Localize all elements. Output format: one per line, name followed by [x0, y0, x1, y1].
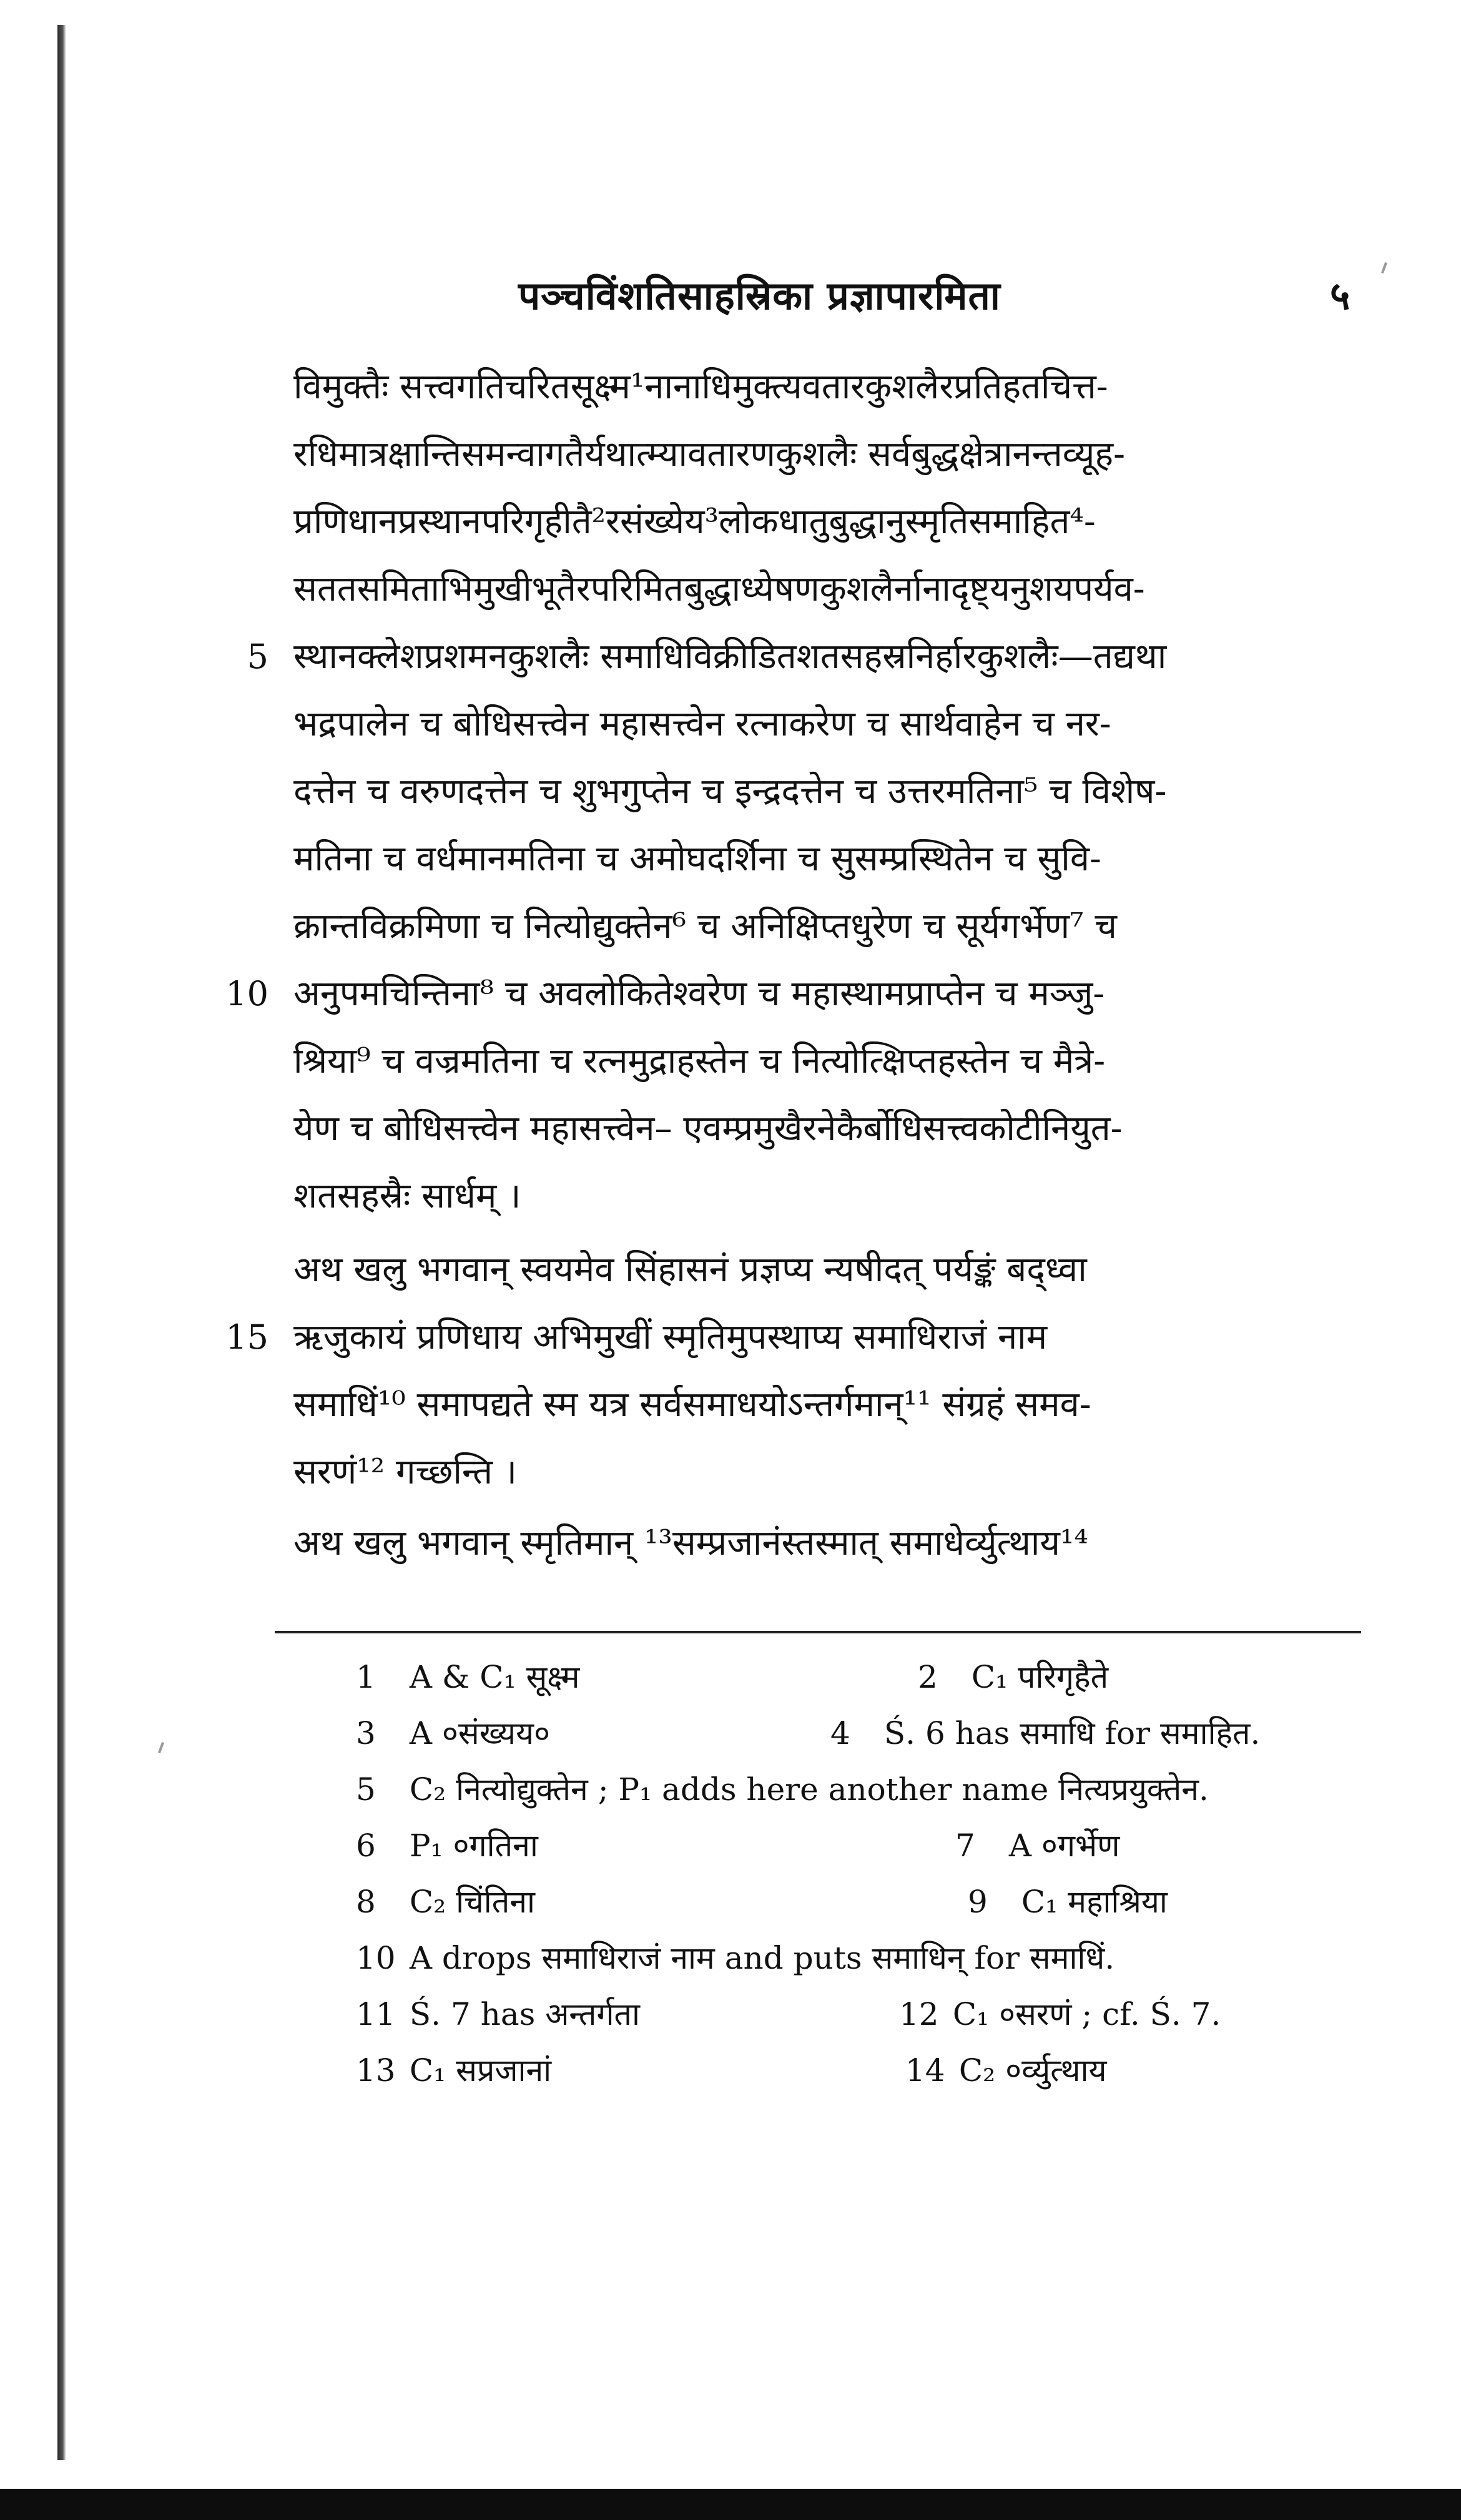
line-number: 15 [225, 1317, 268, 1357]
footnote-text: A & C₁ सूक्ष्म [409, 1659, 580, 1695]
footnote-text: C₁ महाश्रिया [1021, 1884, 1168, 1920]
line-number [212, 1435, 268, 1510]
footnote-text: C₁ परिगृहैते [971, 1659, 1109, 1695]
footnote-text: C₁ सप्रजानां [409, 2052, 552, 2089]
line-number [212, 1367, 268, 1442]
text-line: श्रिया⁹ च वज्रमतिना च रत्नमुद्राहस्तेन च नित्योत्क्षिप्तहस्तेन च मैत्रे- [293, 1041, 1106, 1081]
text-line: अनुपमचिन्तिना⁸ च अवलोकितेश्वरेण च महास्थामप्राप्तेन च मञ्जु- [293, 973, 1105, 1014]
text-line: क्रान्तविक्रमिणा च नित्योद्युक्तेन⁶ च अनिक्षिप्तधुरेण च सूर्यगर्भेण⁷ च [293, 906, 1117, 947]
footnote [830, 1705, 1260, 1762]
text-line: सततसमिताभिमुखीभूतैरपरिमितबुद्धाध्येषणकुशलैर्नानादृष्ट्यनुशयपर्यव- [293, 569, 1145, 609]
text-line: रधिमात्रक्षान्तिसमन्वागतैर्यथात्म्यावतारणकुशलैः सर्वबुद्धक्षेत्रानन्तव्यूह- [293, 434, 1126, 475]
text-line: येण च बोधिसत्त्वेन महासत्त्वेन– एवम्प्रमुखैरनेकैर्बोधिसत्त्वकोटीनियुत- [293, 1108, 1123, 1149]
line-number [212, 889, 268, 964]
footnote-number: 14 [905, 2052, 945, 2089]
line-number [212, 1024, 268, 1099]
line-number: 5 [247, 637, 268, 676]
line-number [212, 1091, 268, 1166]
footnote-text: C₂ नित्योद्युक्तेन ; P₁ adds here another name नित्यप्रयुक्तेन. [409, 1771, 1209, 1808]
footnote [356, 1986, 640, 2043]
footnote-divider [275, 1631, 1361, 1633]
footnote [356, 2042, 551, 2099]
text-line: शतसहस्रैः सार्धम् । [293, 1176, 521, 1216]
footnote-number: 10 [356, 1940, 396, 1976]
footnote-text: Ś. 7 has अन्तर्गता [409, 1996, 640, 2032]
text-line: मतिना च वर्धमानमतिना च अमोघदर्शिना च सुसम्प्रस्थितेन च सुवि- [293, 839, 1101, 879]
footnote-text: Ś. 6 has समाधि for समाहित. [883, 1715, 1261, 1751]
footnote [955, 1817, 1119, 1874]
text-line: सरणं¹² गच्छन्ति । [293, 1452, 518, 1492]
footnote-text: C₁ ०सरणं ; cf. Ś. 7. [952, 1996, 1221, 2032]
line-number [212, 552, 268, 627]
text-line: विमुक्तैः सत्त्वगतिचरितसूक्ष्म¹नानाधिमुक्त्यवतारकुशलैरप्रतिहतचित्त- [293, 367, 1108, 407]
text-line: प्रणिधानप्रस्थानपरिगृहीतै²रसंख्येय³लोकधातुबुद्धानुस्मृतिसमाहित⁴- [293, 501, 1096, 542]
footnote-number: 7 [955, 1828, 975, 1864]
footnote-text: P₁ ०गतिना [409, 1828, 538, 1864]
text-line: भद्रपालेन च बोधिसत्त्वेन महासत्त्वेन रत्नाकरेण च सार्थवाहेन च नर- [293, 704, 1111, 744]
scan-bottom-edge [0, 2489, 1461, 2520]
line-number [212, 1506, 268, 1581]
line-number [212, 1159, 268, 1234]
page-number: ५ [1330, 273, 1350, 318]
footnote-text: A ०गर्भेण [1008, 1828, 1120, 1864]
line-number [212, 1233, 268, 1307]
footnote-number: 13 [356, 2052, 396, 2089]
line-number [212, 417, 268, 492]
line-number [212, 822, 268, 897]
footnote-number: 2 [918, 1659, 938, 1695]
footnote-text: C₂ ०र्व्युत्थाय [958, 2052, 1107, 2089]
line-number [212, 687, 268, 762]
running-title: पञ्चविंशतिसाहस्रिका प्रज्ञापारमिता [518, 273, 1001, 318]
footnote [356, 1873, 535, 1931]
footnote [356, 1705, 550, 1762]
line-number [212, 350, 268, 425]
line-number [212, 754, 268, 829]
footnote [905, 2042, 1107, 2099]
line-number [212, 485, 268, 559]
text-line: दत्तेन च वरुणदत्तेन च शुभगुप्तेन च इन्द्रदत्तेन च उत्तरमतिना⁵ च विशेष- [293, 771, 1167, 812]
scan-speck [158, 1742, 164, 1753]
footnote [356, 1929, 1114, 1987]
text-line: समाधिं¹⁰ समापद्यते स्म यत्र सर्वसमाधयोऽन्तर्गमान्¹¹ संग्रहं समव- [293, 1384, 1091, 1425]
footnote [918, 1648, 1108, 1706]
footnote [968, 1873, 1168, 1931]
text-line: अथ खलु भगवान् स्मृतिमान् ¹³सम्प्रजानंस्तस्मात् समाधेर्व्युत्थाय¹⁴ [293, 1523, 1088, 1563]
footnote-number: 3 [356, 1715, 376, 1751]
footnote-text: A ०संख्यय० [409, 1715, 550, 1751]
footnote-number: 12 [899, 1996, 939, 2032]
page-gutter-shadow [57, 25, 66, 2460]
footnote-number: 11 [356, 1996, 396, 2032]
line-number: 10 [225, 974, 268, 1013]
footnote-number: 5 [356, 1771, 376, 1808]
footnote-number: 8 [356, 1884, 376, 1920]
text-line: अथ खलु भगवान् स्वयमेव सिंहासनं प्रज्ञप्य न्यषीदत् पर्यङ्कं बद्ध्वा [293, 1249, 1087, 1290]
footnote [356, 1817, 538, 1874]
footnote-number: 1 [356, 1659, 376, 1695]
footnote-text: A drops समाधिराजं नाम and puts समाधिन् for समाधिं. [409, 1940, 1115, 1976]
footnote [356, 1648, 579, 1706]
footnote-number: 9 [968, 1884, 988, 1920]
page-header [375, 268, 1399, 325]
footnote [899, 1986, 1221, 2043]
footnote [356, 1761, 1209, 1818]
text-line: स्थानक्लेशप्रशमनकुशलैः समाधिविक्रीडितशतसहस्रनिर्हारकुशलैः—तद्यथा [293, 636, 1167, 677]
footnote-number: 6 [356, 1828, 376, 1864]
text-line: ऋजुकायं प्रणिधाय अभिमुखीं स्मृतिमुपस्थाप्य समाधिराजं नाम [293, 1317, 1048, 1357]
footnote-text: C₂ चिंतिना [409, 1884, 535, 1920]
footnote-number: 4 [830, 1715, 850, 1751]
